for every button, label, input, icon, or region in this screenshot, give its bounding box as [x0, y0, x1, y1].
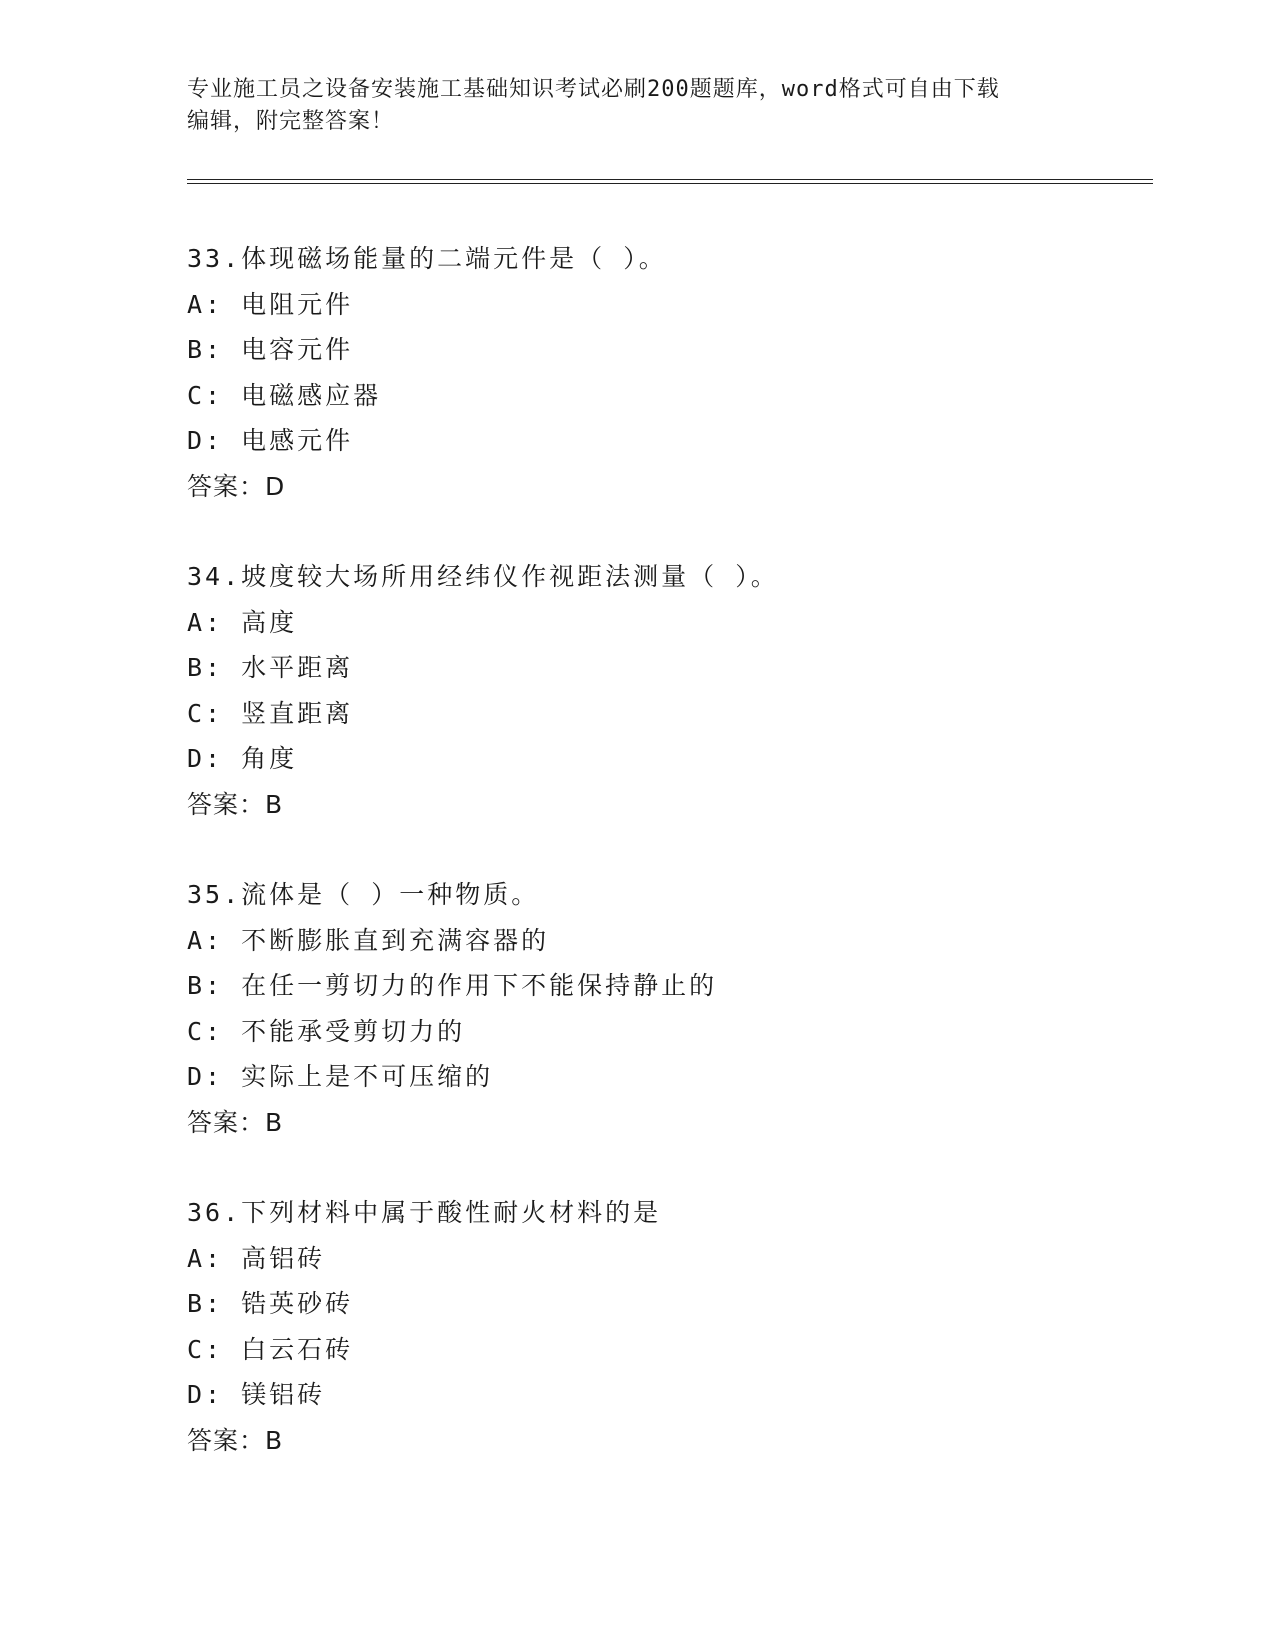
question-item	[187, 872, 1147, 1190]
option-c: C: 不能承受剪切力的	[187, 1016, 466, 1046]
question-stem: 35.流体是（ ）一种物质。	[187, 880, 540, 909]
option-b: B: 在任一剪切力的作用下不能保持静止的	[187, 971, 718, 1000]
question-stem: 33.体现磁场能量的二端元件是（ ）。	[187, 244, 667, 273]
answer-line: 答案：B	[187, 789, 284, 819]
answer-line: 答案：B	[187, 1107, 284, 1137]
option-c: C: 白云石砖	[187, 1334, 354, 1364]
option-a: A: 不断膨胀直到充满容器的	[187, 925, 550, 955]
option-c: C: 竖直距离	[187, 698, 354, 728]
question-stem: 34.坡度较大场所用经纬仪作视距法测量（ ）。	[187, 562, 779, 591]
option-d: D: 实际上是不可压缩的	[187, 1062, 494, 1091]
answer-line: 答案：B	[187, 1425, 284, 1455]
option-b: B: 电容元件	[187, 335, 354, 364]
document-header	[187, 74, 1067, 138]
option-d: D: 镁铝砖	[187, 1380, 326, 1409]
option-a: A: 高铝砖	[187, 1243, 326, 1273]
option-d: D: 角度	[187, 744, 298, 773]
option-a: A: 电阻元件	[187, 289, 354, 319]
header-title-line-1: 专业施工员之设备安装施工基础知识考试必刷200题题库，word格式可自由下载	[187, 77, 1000, 102]
question-item	[187, 1190, 1147, 1508]
option-b: B: 锆英砂砖	[187, 1289, 354, 1318]
answer-line: 答案：D	[187, 471, 286, 501]
option-c: C: 电磁感应器	[187, 380, 382, 410]
option-b: B: 水平距离	[187, 653, 354, 682]
question-item	[187, 554, 1147, 872]
option-a: A: 高度	[187, 607, 298, 637]
header-divider-bottom	[187, 183, 1153, 184]
option-d: D: 电感元件	[187, 426, 354, 455]
question-stem: 36.下列材料中属于酸性耐火材料的是	[187, 1198, 662, 1227]
header-title-line-2: 编辑，附完整答案！	[187, 109, 395, 134]
question-item	[187, 236, 1147, 554]
question-list	[187, 236, 1147, 1508]
header-divider-top	[187, 179, 1153, 180]
